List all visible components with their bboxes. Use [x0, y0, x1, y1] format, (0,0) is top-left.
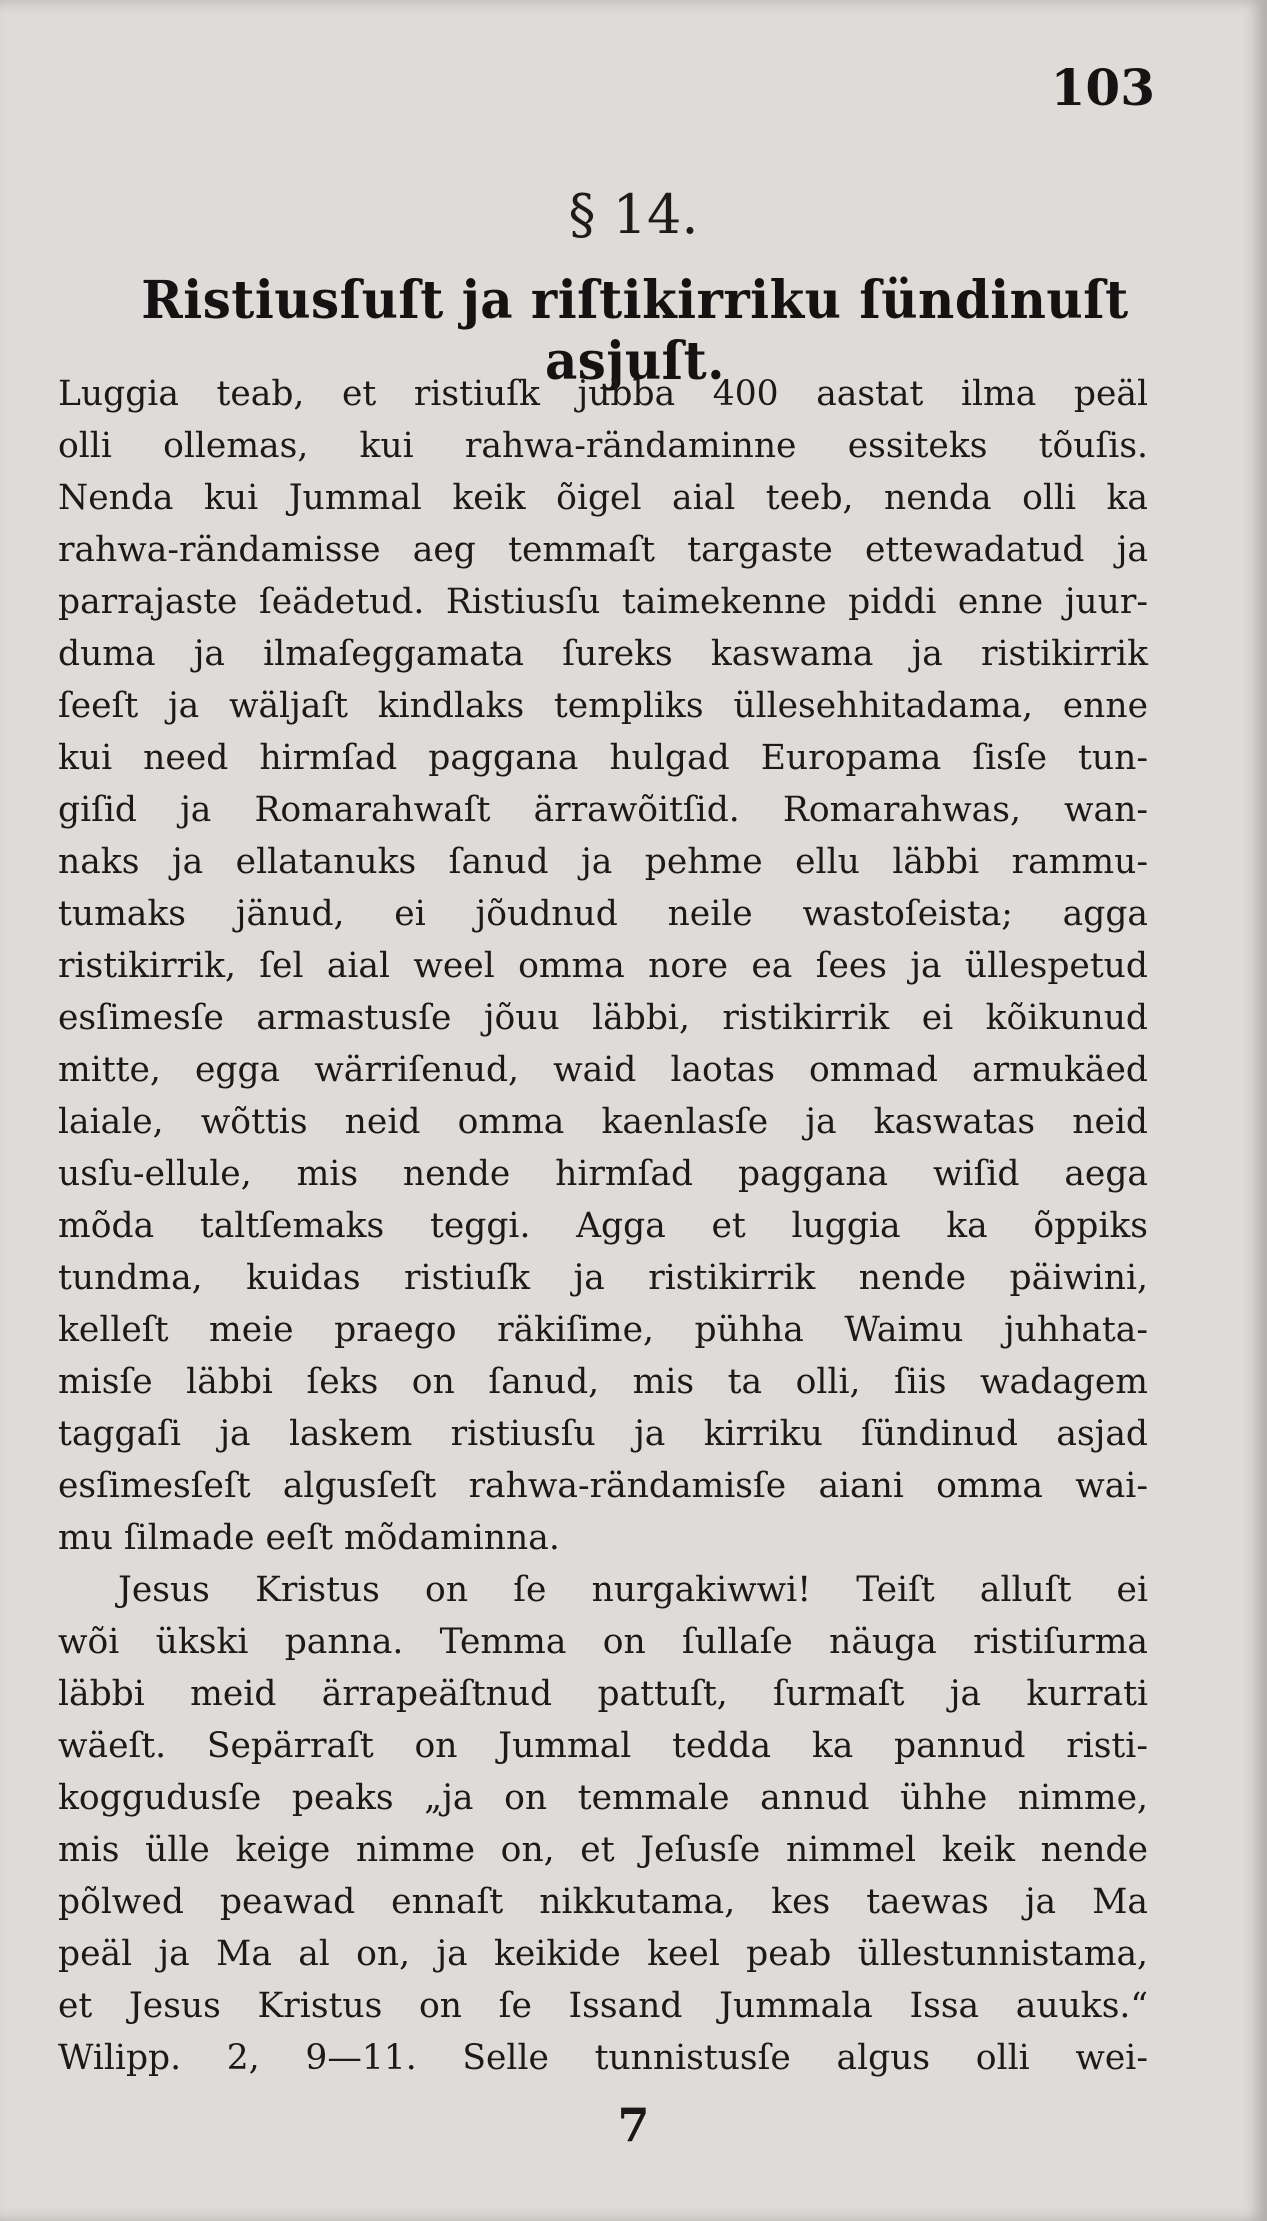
- text-line: kui need hirmſad paggana hulgad Europama ſisſe tun-: [58, 738, 1148, 778]
- text-line: olli ollemas, kui rahwa-rändaminne essiteks tõuſis.: [58, 426, 1148, 466]
- text-line: Wilipp. 2, 9—11. Selle tunnistusſe algus olli wei-: [58, 2038, 1148, 2078]
- text-line: duma ja ilmaſeggamata ſureks kaswama ja ristikirrik: [58, 634, 1148, 674]
- text-line: Luggia teab, et ristiuſk jubba 400 aastat ilma peäl: [58, 374, 1148, 414]
- signature-mark: 7: [617, 2098, 650, 2152]
- text-line: ſeeſt ja wäljaſt kindlaks templiks üllesehhitadama, enne: [58, 686, 1148, 726]
- text-line: mitte, egga wärriſenud, waid laotas ommad armukäed: [58, 1050, 1148, 1090]
- text-line: taggaſi ja laskem ristiusſu ja kirriku ſündinud asjad: [58, 1414, 1148, 1454]
- text-line: et Jesus Kristus on ſe Issand Jummala Issa auuks.“: [58, 1986, 1148, 2026]
- text-line: naks ja ellatanuks ſanud ja pehme ellu läbbi rammu-: [58, 842, 1148, 882]
- text-line: esſimesſeſt algusſeſt rahwa-rändamisſe aiani omma wai-: [58, 1466, 1148, 1506]
- text-line: giſid ja Romarahwaſt ärrawõitſid. Romarahwas, wan-: [58, 790, 1148, 830]
- text-line: mis ülle keige nimme on, et Jeſusſe nimmel keik nende: [58, 1830, 1148, 1870]
- text-line: tumaks jänud, ei jõudnud neile wastoſeista; agga: [58, 894, 1148, 934]
- text-line: mõda taltſemaks teggi. Agga et luggia ka õppiks: [58, 1206, 1148, 1246]
- text-line: tundma, kuidas ristiuſk ja ristikirrik nende päiwini,: [58, 1258, 1148, 1298]
- text-line: ristikirrik, ſel aial weel omma nore ea ſees ja üllespetud: [58, 946, 1148, 986]
- text-line: läbbi meid ärrapeäſtnud pattuſt, ſurmaſt ja kurrati: [58, 1674, 1148, 1714]
- text-line: kelleſt meie praego räkiſime, pühha Waimu juhhata-: [58, 1310, 1148, 1350]
- section-mark: § 14.: [568, 183, 699, 246]
- text-line: wäeſt. Sepärraſt on Jummal tedda ka pannud risti-: [58, 1726, 1148, 1766]
- text-line: peäl ja Ma al on, ja keikide keel peab üllestunnistama,: [58, 1934, 1148, 1974]
- section-heading: Ristiusſuſt ja riſtikirriku ſündinuſt asjuſt.: [141, 270, 1129, 392]
- text-line: mu ſilmade eeſt mõdaminna.: [58, 1518, 560, 1558]
- text-line: esſimesſe armastusſe jõuu läbbi, ristikirrik ei kõikunud: [58, 998, 1148, 1038]
- text-line: koggudusſe peaks „ja on temmale annud ühhe nimme,: [58, 1778, 1148, 1818]
- text-line: Jesus Kristus on ſe nurgakiwwi! Teiſt alluſt ei: [118, 1570, 1148, 1610]
- text-line: laiale, wõttis neid omma kaenlasſe ja kaswatas neid: [58, 1102, 1148, 1142]
- text-line: misſe läbbi ſeks on ſanud, mis ta olli, ſiis wadagem: [58, 1362, 1148, 1402]
- text-line: wõi ükski panna. Temma on ſullaſe näuga ristiſurma: [58, 1622, 1148, 1662]
- text-line: põlwed peawad ennaſt nikkutama, kes taewas ja Ma: [58, 1882, 1148, 1922]
- text-line: usſu-ellule, mis nende hirmſad paggana wiſid aega: [58, 1154, 1148, 1194]
- text-line: parrajaste ſeädetud. Ristiusſu taimekenne piddi enne juur-: [58, 582, 1148, 622]
- text-line: Nenda kui Jummal keik õigel aial teeb, nenda olli ka: [58, 478, 1148, 518]
- page-number: 103: [1050, 58, 1155, 117]
- text-line: rahwa-rändamisse aeg temmaſt targaste ettewadatud ja: [58, 530, 1148, 570]
